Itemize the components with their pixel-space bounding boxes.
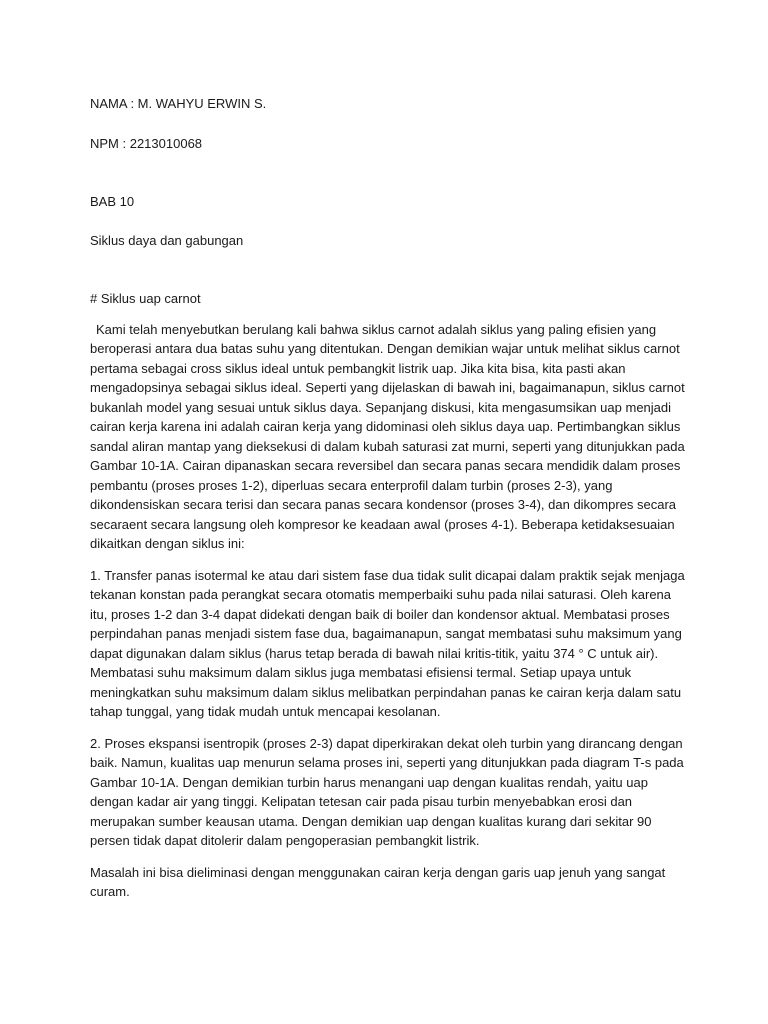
- paragraph-point-1: 1. Transfer panas isotermal ke atau dari sistem fase dua tidak sulit dicapai dalam praktik sejak menjaga tekanan konstan pada perangkat secara otomatis memperbaiki suhu pada nilai saturasi. Oleh karena itu, proses 1-2 dan 3-4 dapat didekati dengan baik di boiler dan kondensor aktual. Membatasi proses perpindahan panas menjadi sistem fase dua, bagaimanapun, sangat membatasi suhu maksimum yang dapat digunakan dalam siklus (harus tetap berada di bawah nilai kritis-titik, yaitu 374 ° C untuk air). Membatasi suhu maksimum dalam siklus juga membatasi efisiensi termal. Setiap upaya untuk meningkatkan suhu maksimum dalam siklus melibatkan perpindahan panas ke cairan kerja dalam satu tahap tunggal, yang tidak mudah untuk mencapai kesolanan.: [90, 567, 685, 719]
- chapter-number: BAB 10: [90, 194, 135, 209]
- paragraph-closing: Masalah ini bisa dieliminasi dengan menggunakan cairan kerja dengan garis uap jenuh yang sangat curam.: [90, 864, 666, 899]
- section-heading: # Siklus uap carnot: [90, 291, 201, 306]
- paragraph-point-2: 2. Proses ekspansi isentropik (proses 2-3) dapat diperkirakan dekat oleh turbin yang dirancang dengan baik. Namun, kualitas uap menurun selama proses ini, seperti yang ditunjukkan pada diagram T-s pada Gambar 10-1A. Dengan demikian turbin harus menangani uap dengan kualitas rendah, yaitu uap dengan kadar air yang tinggi. Kelipatan tetesan cair pada pisau turbin menyebabkan erosi dan merupakan sumber keausan utama. Dengan demikian uap dengan kualitas kurang dari sekitar 90 persen tidak dapat ditolerir dalam pengoperasian pembangkit listrik.: [90, 735, 684, 848]
- student-npm: NPM : 2213010068: [90, 135, 203, 151]
- document-body: [90, 94, 690, 914]
- student-name: NAMA : M. WAHYU ERWIN S.: [90, 96, 267, 111]
- paragraph-intro: Kami telah menyebutkan berulang kali bahwa siklus carnot adalah siklus yang paling efisien yang beroperasi antara dua batas suhu yang ditentukan. Dengan demikian wajar untuk melihat siklus carnot pertama sebagai cross siklus ideal untuk pembangkit listrik uap. Jika kita bisa, kita pasti akan mengadopsinya sebagai siklus ideal. Seperti yang dijelaskan di bawah ini, bagaimanapun, siklus carnot bukanlah model yang sesuai untuk siklus daya. Sepanjang diskusi, kita mengasumsikan uap menjadi cairan kerja karena ini adalah cairan kerja yang didominasi oleh siklus daya uap. Pertimbangkan siklus sandal aliran mantap yang dieksekusi di dalam kubah saturasi zat murni, seperti yang ditunjukkan pada Gambar 10-1A. Cairan dipanaskan secara reversibel dan secara panas secara mendidik dalam proses pembantu (proses proses 1-2), diperluas secara enterprofil dalam turbin (proses 2-3), yang dikondensiskan secara terisi dan secara panas secara kondensor (proses 3-4), dan dikompres secara secaraent secara langsung oleh kompresor ke keadaan awal (proses 4-1). Beberapa ketidaksesuaian dikaitkan dengan siklus ini:: [90, 321, 685, 551]
- chapter-title: Siklus daya dan gabungan: [90, 232, 244, 248]
